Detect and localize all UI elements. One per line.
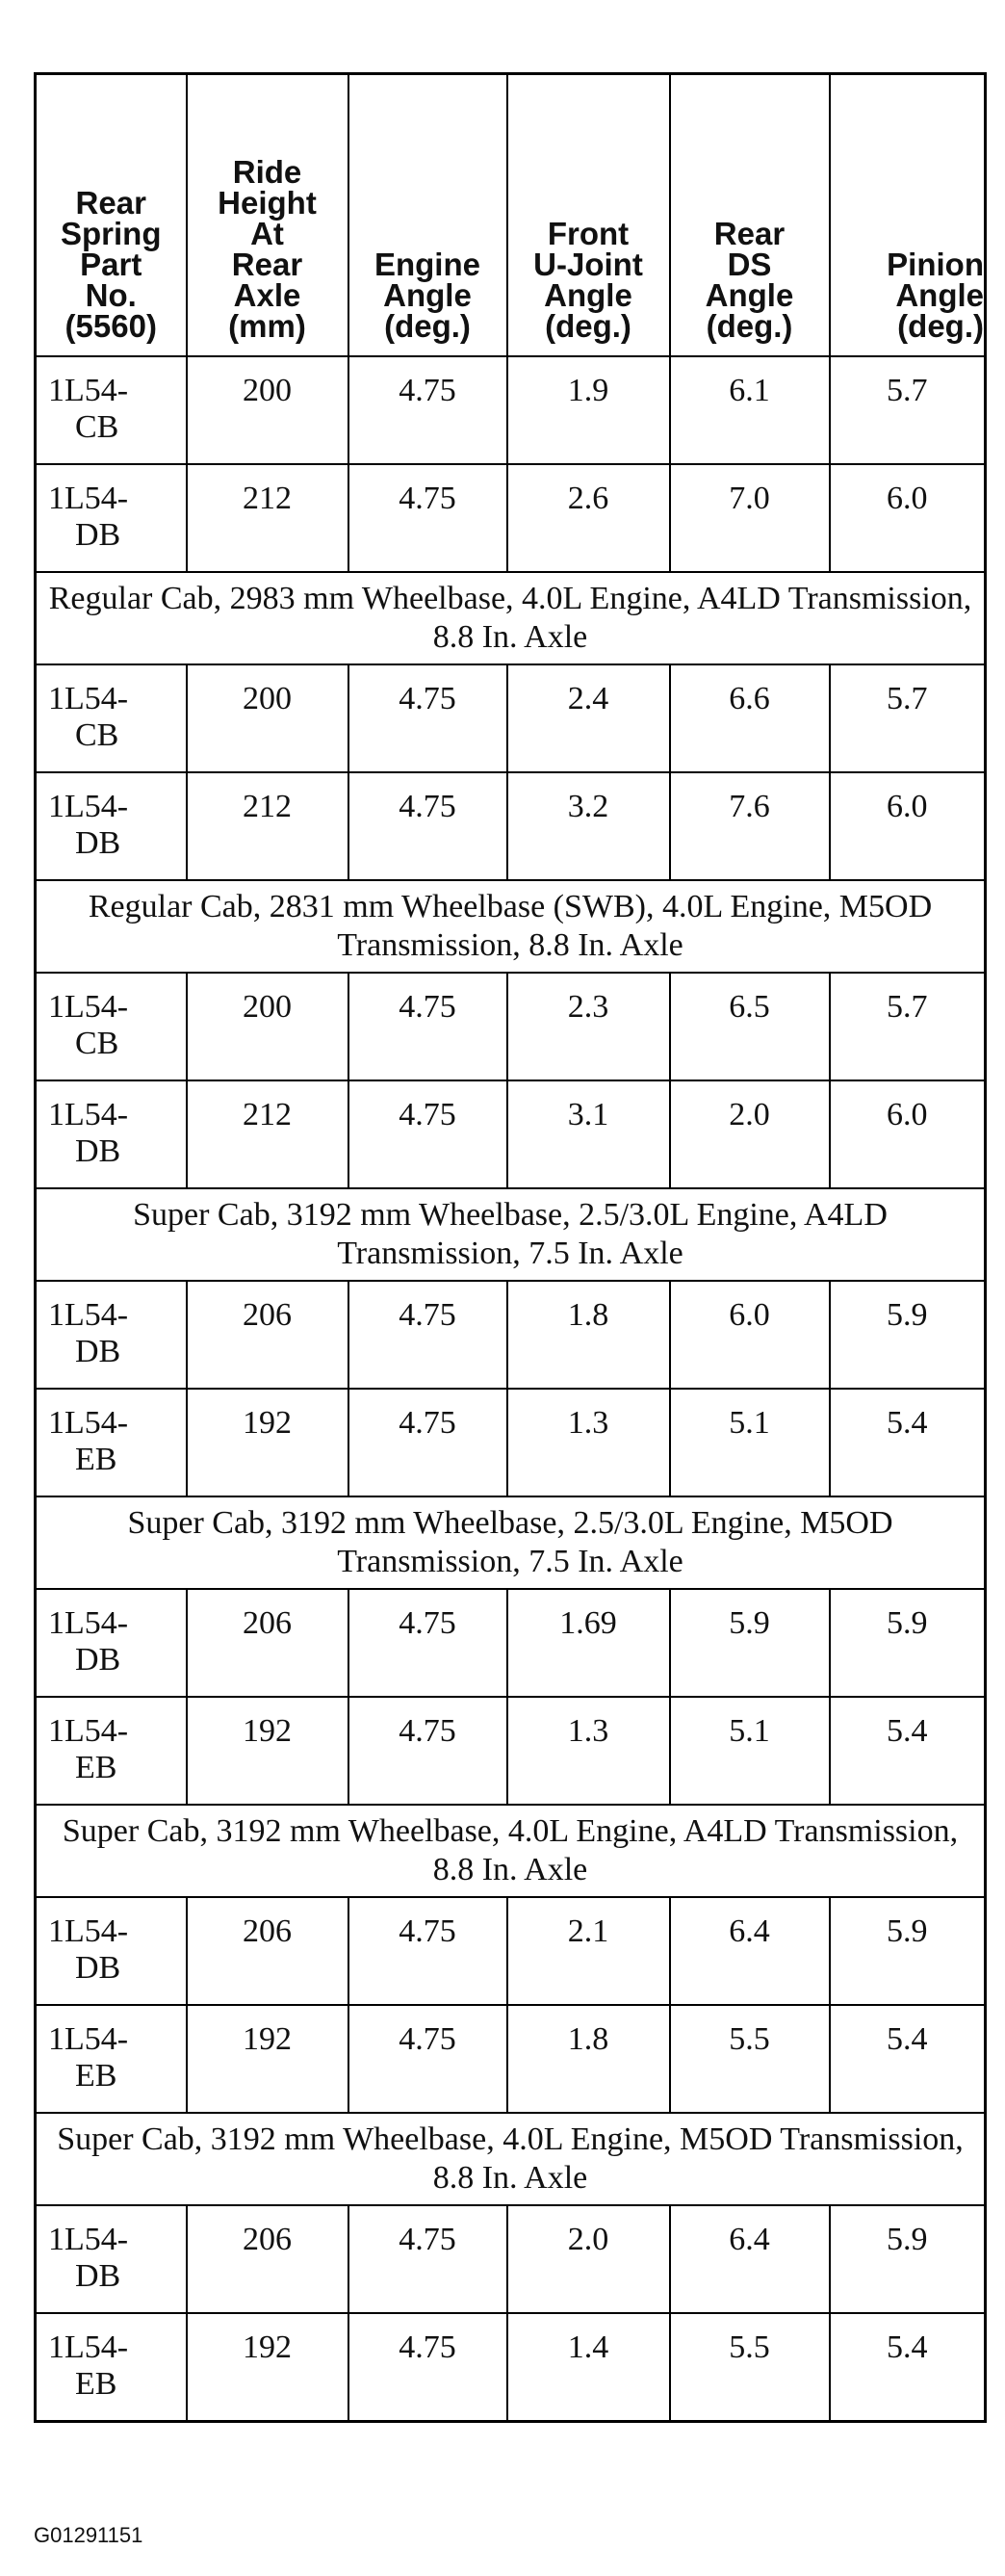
header-engine-angle: Engine Angle (deg.) <box>348 74 507 357</box>
rear-ds-angle-cell: 6.6 <box>670 664 830 772</box>
header-row <box>36 74 986 357</box>
table-row <box>36 2005 986 2113</box>
rear-ds-angle-cell: 6.4 <box>670 2205 830 2313</box>
front-ujoint-angle-cell: 1.8 <box>507 2005 670 2113</box>
header-pinion-angle: Pinion Angle (deg.) <box>830 74 986 357</box>
table-row <box>36 2205 986 2313</box>
part-number-cell: 1L54- EB <box>36 1389 187 1496</box>
section-header-row <box>36 2113 986 2205</box>
part-number-cell: 1L54- DB <box>36 772 187 880</box>
front-ujoint-angle-cell: 1.69 <box>507 1589 670 1697</box>
front-ujoint-angle-cell: 2.1 <box>507 1897 670 2005</box>
engine-angle-cell: 4.75 <box>348 1080 507 1188</box>
part-number-cell: 1L54- CB <box>36 356 187 464</box>
table-row <box>36 664 986 772</box>
section-header-row <box>36 880 986 973</box>
rear-ds-angle-cell: 6.4 <box>670 1897 830 2005</box>
engine-angle-cell: 4.75 <box>348 1897 507 2005</box>
spec-document <box>34 72 984 2423</box>
header-part-number: Rear Spring Part No. (5560) <box>36 74 187 357</box>
ride-height-cell: 192 <box>187 1389 348 1496</box>
table-row <box>36 973 986 1080</box>
ride-height-cell: 192 <box>187 2005 348 2113</box>
engine-angle-cell: 4.75 <box>348 1697 507 1805</box>
engine-angle-cell: 4.75 <box>348 1389 507 1496</box>
pinion-angle-cell: 5.4 <box>830 2005 986 2113</box>
engine-angle-cell: 4.75 <box>348 2313 507 2422</box>
engine-angle-cell: 4.75 <box>348 772 507 880</box>
section-header-row <box>36 1805 986 1897</box>
engine-angle-cell: 4.75 <box>348 1281 507 1389</box>
engine-angle-cell: 4.75 <box>348 1589 507 1697</box>
pinion-angle-cell: 5.4 <box>830 1697 986 1805</box>
ride-height-cell: 206 <box>187 2205 348 2313</box>
front-ujoint-angle-cell: 2.4 <box>507 664 670 772</box>
table-row <box>36 1697 986 1805</box>
part-number-cell: 1L54- EB <box>36 2313 187 2422</box>
pinion-angle-cell: 5.4 <box>830 1389 986 1496</box>
part-number-cell: 1L54- DB <box>36 1281 187 1389</box>
table-row <box>36 1080 986 1188</box>
rear-ds-angle-cell: 2.0 <box>670 1080 830 1188</box>
rear-ds-angle-cell: 5.5 <box>670 2005 830 2113</box>
front-ujoint-angle-cell: 3.1 <box>507 1080 670 1188</box>
section-title: Super Cab, 3192 mm Wheelbase, 2.5/3.0L Engine, M5OD Transmission, 7.5 In. Axle <box>36 1496 986 1589</box>
section-title: Super Cab, 3192 mm Wheelbase, 4.0L Engine, A4LD Transmission, 8.8 In. Axle <box>36 1805 986 1897</box>
rear-ds-angle-cell: 5.5 <box>670 2313 830 2422</box>
table-row <box>36 464 986 572</box>
ride-height-cell: 200 <box>187 664 348 772</box>
pinion-angle-cell: 5.7 <box>830 356 986 464</box>
rear-ds-angle-cell: 7.0 <box>670 464 830 572</box>
pinion-angle-cell: 6.0 <box>830 1080 986 1188</box>
section-header-row <box>36 1188 986 1281</box>
rear-ds-angle-cell: 7.6 <box>670 772 830 880</box>
ride-height-cell: 206 <box>187 1281 348 1389</box>
rear-ds-angle-cell: 6.1 <box>670 356 830 464</box>
pinion-angle-cell: 6.0 <box>830 464 986 572</box>
section-header-row <box>36 572 986 664</box>
part-number-cell: 1L54- EB <box>36 1697 187 1805</box>
part-number-cell: 1L54- CB <box>36 973 187 1080</box>
pinion-angle-cell: 5.9 <box>830 1281 986 1389</box>
engine-angle-cell: 4.75 <box>348 2205 507 2313</box>
figure-id: G01291151 <box>34 2523 143 2547</box>
part-number-cell: 1L54- DB <box>36 2205 187 2313</box>
ride-height-cell: 212 <box>187 772 348 880</box>
front-ujoint-angle-cell: 1.3 <box>507 1697 670 1805</box>
pinion-angle-cell: 5.7 <box>830 973 986 1080</box>
front-ujoint-angle-cell: 1.9 <box>507 356 670 464</box>
pinion-angle-cell: 5.9 <box>830 1589 986 1697</box>
pinion-angle-cell: 5.7 <box>830 664 986 772</box>
table-body <box>36 356 986 2422</box>
header-rear-ds-angle: Rear DS Angle (deg.) <box>670 74 830 357</box>
table-row <box>36 1589 986 1697</box>
front-ujoint-angle-cell: 2.3 <box>507 973 670 1080</box>
engine-angle-cell: 4.75 <box>348 664 507 772</box>
table-row <box>36 772 986 880</box>
header-ride-height: Ride Height At Rear Axle (mm) <box>187 74 348 357</box>
ride-height-cell: 212 <box>187 1080 348 1188</box>
ride-height-cell: 206 <box>187 1589 348 1697</box>
section-title: Super Cab, 3192 mm Wheelbase, 4.0L Engine, M5OD Transmission, 8.8 In. Axle <box>36 2113 986 2205</box>
part-number-cell: 1L54- DB <box>36 1589 187 1697</box>
front-ujoint-angle-cell: 1.3 <box>507 1389 670 1496</box>
front-ujoint-angle-cell: 2.0 <box>507 2205 670 2313</box>
part-number-cell: 1L54- EB <box>36 2005 187 2113</box>
ride-height-cell: 192 <box>187 1697 348 1805</box>
pinion-angle-cell: 5.9 <box>830 2205 986 2313</box>
ride-height-cell: 212 <box>187 464 348 572</box>
ride-height-cell: 200 <box>187 973 348 1080</box>
part-number-cell: 1L54- CB <box>36 664 187 772</box>
table-row <box>36 356 986 464</box>
table-row <box>36 1897 986 2005</box>
ride-height-cell: 192 <box>187 2313 348 2422</box>
front-ujoint-angle-cell: 1.4 <box>507 2313 670 2422</box>
section-title: Super Cab, 3192 mm Wheelbase, 2.5/3.0L Engine, A4LD Transmission, 7.5 In. Axle <box>36 1188 986 1281</box>
section-title: Regular Cab, 2983 mm Wheelbase, 4.0L Engine, A4LD Transmission, 8.8 In. Axle <box>36 572 986 664</box>
part-number-cell: 1L54- DB <box>36 1080 187 1188</box>
ride-height-cell: 206 <box>187 1897 348 2005</box>
engine-angle-cell: 4.75 <box>348 356 507 464</box>
rear-ds-angle-cell: 6.0 <box>670 1281 830 1389</box>
pinion-angle-cell: 5.9 <box>830 1897 986 2005</box>
pinion-angle-cell: 6.0 <box>830 772 986 880</box>
header-front-ujoint-angle: Front U-Joint Angle (deg.) <box>507 74 670 357</box>
front-ujoint-angle-cell: 3.2 <box>507 772 670 880</box>
rear-ds-angle-cell: 5.1 <box>670 1697 830 1805</box>
part-number-cell: 1L54- DB <box>36 1897 187 2005</box>
table-row <box>36 1389 986 1496</box>
section-title: Regular Cab, 2831 mm Wheelbase (SWB), 4.0L Engine, M5OD Transmission, 8.8 In. Axle <box>36 880 986 973</box>
table-row <box>36 2313 986 2422</box>
table-row <box>36 1281 986 1389</box>
rear-ds-angle-cell: 5.9 <box>670 1589 830 1697</box>
engine-angle-cell: 4.75 <box>348 973 507 1080</box>
pinion-angle-cell: 5.4 <box>830 2313 986 2422</box>
rear-ds-angle-cell: 6.5 <box>670 973 830 1080</box>
engine-angle-cell: 4.75 <box>348 464 507 572</box>
front-ujoint-angle-cell: 1.8 <box>507 1281 670 1389</box>
section-header-row <box>36 1496 986 1589</box>
front-ujoint-angle-cell: 2.6 <box>507 464 670 572</box>
driveshaft-angle-table <box>34 72 987 2423</box>
engine-angle-cell: 4.75 <box>348 2005 507 2113</box>
rear-ds-angle-cell: 5.1 <box>670 1389 830 1496</box>
part-number-cell: 1L54- DB <box>36 464 187 572</box>
ride-height-cell: 200 <box>187 356 348 464</box>
